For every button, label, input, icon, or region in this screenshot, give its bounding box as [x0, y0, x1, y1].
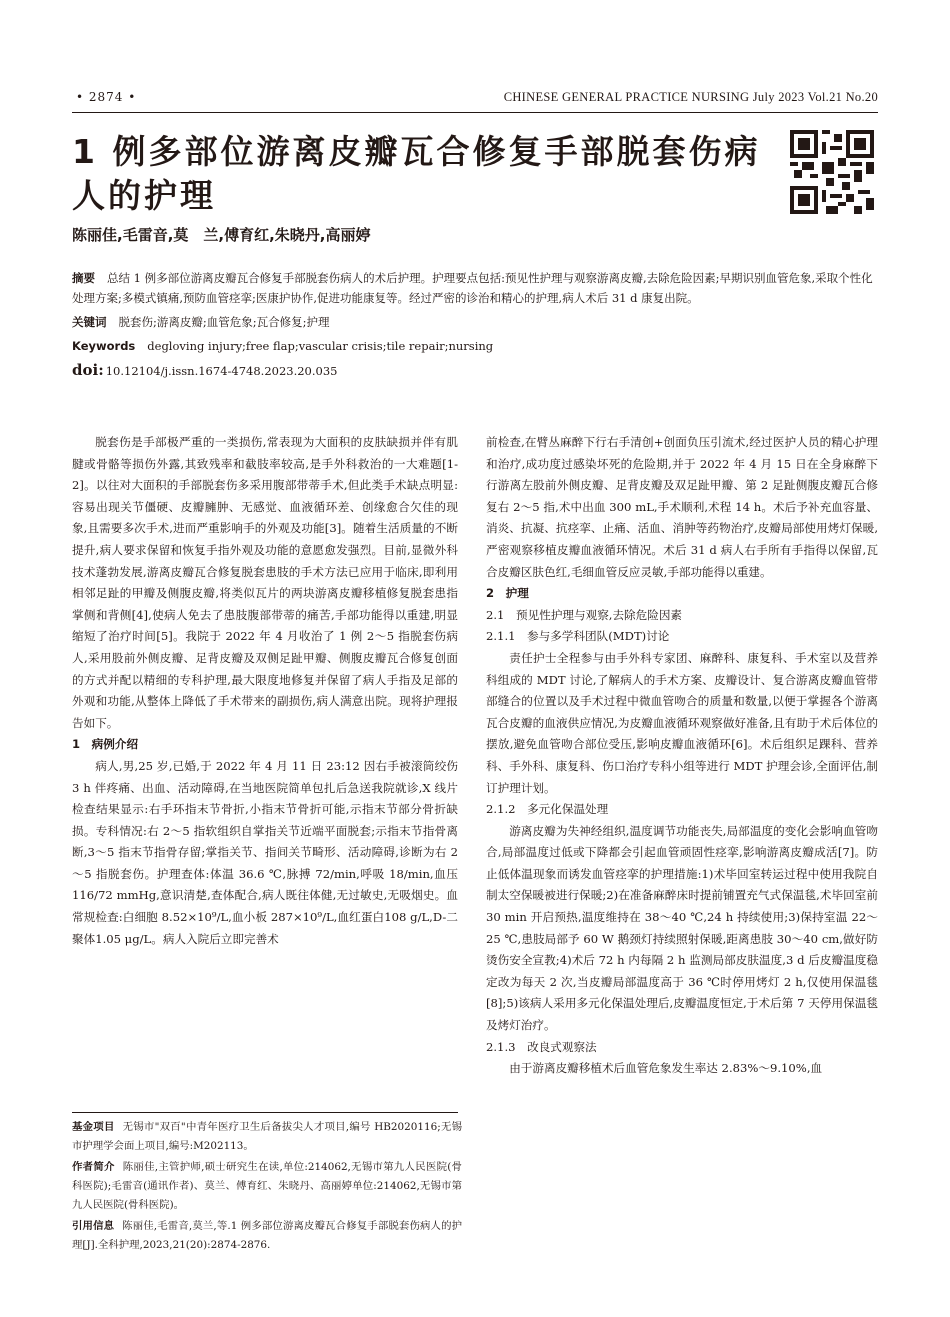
section-2-1-1-heading: 2.1.1 参与多学科团队(MDT)讨论	[486, 629, 670, 644]
left-column	[72, 432, 458, 950]
header-rule	[72, 112, 878, 113]
section-2-heading: 2 护理	[486, 586, 529, 601]
page-number: • 2874 •	[76, 90, 137, 104]
abstract-text: 总结 1 例多部位游离皮瓣瓦合修复手部脱套伤病人的术后护理。护理要点包括:预见性护理与观察游离皮瓣,去除危险因素;早期识别血管危象,采取个性化处理方案;多模式镇痛,预防血管痉挛;医康护协作,促进功能康复等。经过严密的诊治和精心的护理,病人术后 31 d 康复出院。	[72, 271, 873, 305]
keywords-cn-label: 关键词	[72, 315, 107, 329]
abstract	[72, 268, 878, 308]
abstract-block	[72, 268, 878, 381]
section-1-heading: 1 病例介绍	[72, 737, 139, 752]
keywords-cn	[72, 312, 878, 332]
article-title: 1 例多部位游离皮瓣瓦合修复手部脱套伤病人的护理	[72, 132, 761, 215]
intro-paragraph: 脱套伤是手部极严重的一类损伤,常表现为大面积的皮肤缺损并伴有肌腱或骨骼等损伤外露,其致残率和截肢率较高,是手外科救治的一大难题[1-2]。以往对大面积的手部脱套伤多采用腹部带蒂手术,但此类手术缺点明显:容易出现关节僵硬、皮瓣臃肿、无感觉、血液循环差、创缘愈合欠佳的现象,且需要多次手术,进而严重影响手的外观及功能[3]。随着生活质量的不断提升,病人要求保留和恢复手指外观及功能的意愿愈发强烈。目前,显微外科技术蓬勃发展,游离皮瓣瓦合修复脱套患肢的手术方法已应用于临床,即利用相邻足趾的甲瓣及侧腹皮瓣,将类似瓦片的两块游离皮瓣移植修复脱套患指掌侧和背侧[4],使病人免去了患肢腹部带蒂的痛苦,手部功能得以重建,明显缩短了治疗时间[5]。我院于 2022 年 4 月收治了 1 例 2～5 指脱套伤病人,采用股前外侧皮瓣、足背皮瓣及双侧足趾甲瓣、侧腹皮瓣瓦合修复创面的方式并配以精细的专科护理,最大限度地修复并保留了病人手指及足部的外观和功能,从整体上降低了手术带来的副损伤,病人满意出院。现将护理报告如下。	[72, 435, 458, 730]
keywords-en-label: Keywords	[72, 339, 136, 353]
fund-text: 无锡市"双百"中青年医疗卫生后备拔尖人才项目,编号 HB2020116;无锡市护理学会面上项目,编号:M202113。	[72, 1121, 463, 1152]
author-text: 陈丽佳,主管护师,硕士研究生在读,单位:214062,无锡市第九人民医院(骨科医院);毛雷音(通讯作者)、莫兰、傅育红、朱晓丹、高丽婷单位:214062,无锡市第九人民医院(骨科医院)。	[72, 1161, 463, 1211]
section-2-1-1-paragraph: 责任护士全程参与由手外科专家团、麻醉科、康复科、手术室以及营养科组成的 MDT 讨论,了解病人的手术方案、皮瓣设计、复合游离皮瓣血管带部缝合的位置以及手术过程中微血管吻合的质量和数量,以便于掌握各个游离瓦合皮瓣的血液供应情况,为皮瓣血液循环观察做好准备,且有助于术后体位的摆放,避免血管吻合部位受压,影响皮瓣血液循环[6]。术后组织足踝科、营养科、手外科、康复科、伤口治疗专科小组等进行 MDT 护理会诊,全面评估,制订护理计划。	[486, 650, 878, 795]
fund-note	[72, 1118, 462, 1156]
abstract-label: 摘要	[72, 271, 95, 285]
section-2-1-3-heading: 2.1.3 改良式观察法	[486, 1039, 597, 1054]
footnotes	[72, 1118, 462, 1257]
keywords-en-text: degloving injury;free flap;vascular crisis;tile repair;nursing	[147, 339, 494, 353]
section-2-1-3-paragraph: 由于游离皮瓣移植术后血管危象发生率达 2.83%～9.10%,血	[509, 1061, 823, 1076]
doi-label: doi:	[72, 361, 104, 379]
section-2-1-2-paragraph: 游离皮瓣为失神经组织,温度调节功能丧失,局部温度的变化会影响血管吻合,局部温度过低或下降都会引起血管顽固性痉挛,影响游离皮瓣成活[7]。防止低体温现象而诱发血管痉挛的护理措施:1)术毕回室转运过程中使用我院自制太空保暖被进行保暖;2)在准备麻醉床时提前铺置充气式保温毯,术毕回室前 30 min 开启预热,温度维持在 38～40 ℃,24 h 持续使用;3)保持室温 22～25 ℃,患肢局部予 60 W 鹅颈灯持续照射保暖,距离患肢 30～40 cm,做好防烫伤安全宣教;4)术后 72 h 内每隔 2 h 监测局部皮肤温度,3 d 后皮瓣温度稳定改为每天 2 次,当皮瓣局部温度高于 36 ℃时停用烤灯 2 h,仅使用保温毯[8];5)该病人采用多元化保温处理后,皮瓣温度恒定,于术后第 7 天停用保温毯及烤灯治疗。	[486, 823, 878, 1033]
author-note	[72, 1158, 462, 1215]
keywords-en	[72, 336, 878, 356]
author-label: 作者简介	[72, 1161, 115, 1173]
keywords-cn-text: 脱套伤;游离皮瓣;血管危象;瓦合修复;护理	[118, 315, 330, 329]
doi-text: 10.12104/j.issn.1674-4748.2023.20.035	[105, 364, 338, 378]
citation-label: 引用信息	[72, 1220, 115, 1232]
qr-code-icon	[790, 130, 874, 214]
authors: 陈丽佳,毛雷音,莫 兰,傅育红,朱晓丹,高丽婷	[72, 226, 371, 244]
section-2-1-2-heading: 2.1.2 多元化保温处理	[486, 802, 609, 817]
section-2-1-heading: 2.1 预见性护理与观察,去除危险因素	[486, 607, 683, 622]
citation-note	[72, 1217, 462, 1255]
case-continued-paragraph: 前检查,在臂丛麻醉下行右手清创+创面负压引流术,经过医护人员的精心护理和治疗,成功度过感染坏死的危险期,并于 2022 年 4 月 15 日在全身麻醉下行游离左股前外侧皮瓣、足背皮瓣及双足趾甲瓣、第 2 足趾侧腹皮瓣瓦合修复右 2～5 指,术中出血 300 mL,手术顺利,术程 14 h。术后予补充血容量、消炎、抗凝、抗痉挛、止痛、活血、消肿等药物治疗,皮瓣局部使用烤灯保暖,严密观察移植皮瓣血液循环情况。术后 31 d 病人右手所有手指得以保留,瓦合皮瓣区肤色红,毛细血管反应灵敏,手部功能得以重建。	[486, 435, 878, 579]
fund-label: 基金项目	[72, 1121, 115, 1133]
citation-text: 陈丽佳,毛雷音,莫兰,等.1 例多部位游离皮瓣瓦合修复手部脱套伤病人的护理[J].全科护理,2023,21(20):2874-2876.	[72, 1220, 463, 1251]
right-column	[486, 432, 878, 1080]
doi	[72, 360, 878, 381]
footnote-rule	[72, 1112, 458, 1113]
case-paragraph: 病人,男,25 岁,已婚,于 2022 年 4 月 11 日 23:12 因右手被滚筒绞伤 3 h 伴疼痛、出血、活动障碍,在当地医院简单包扎后急送我院就诊,X 线片检查结果显示:右手环指末节骨折,小指末节骨折可能,示指末节部分骨折缺损。专科情况:右 2～5 指软组织自掌指关节近端平面脱套;示指末节指骨离断,3～5 指末节指骨存留;掌指关节、指间关节畸形、活动障碍,诊断为右 2～5 指脱套伤。护理查体:体温 36.6 ℃,脉搏 72/min,呼吸 18/min,血压 116/72 mmHg,意识清楚,查体配合,病人既往体健,无过敏史,无吸烟史。血常规检查:白细胞 8.52×10⁹/L,血小板 287×10⁹/L,血红蛋白108 g/L,D-二聚体1.05 μg/L。病人入院后立即完善术	[72, 758, 458, 946]
journal-header: CHINESE GENERAL PRACTICE NURSING July 2023 Vol.21 No.20	[503, 90, 878, 104]
